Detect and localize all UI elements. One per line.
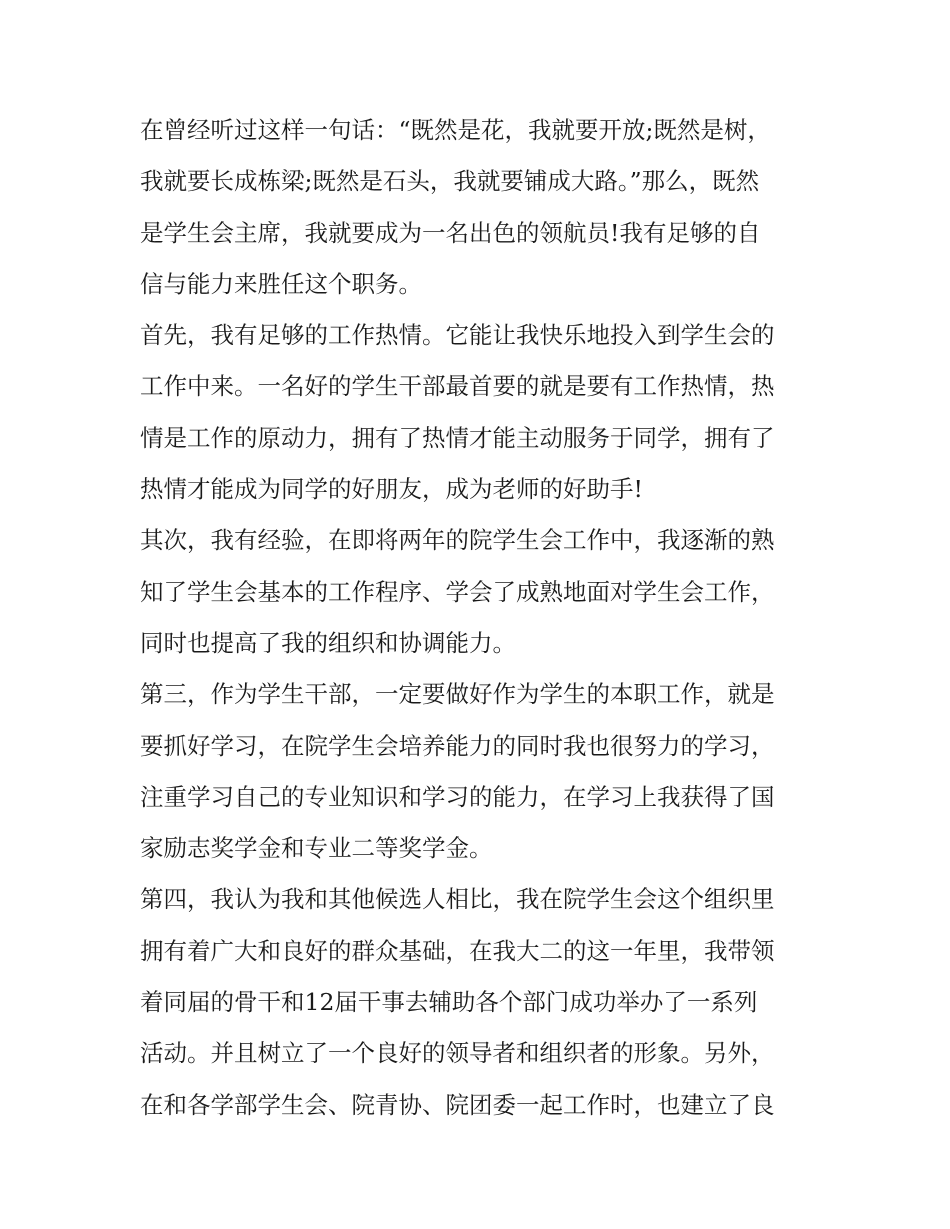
text-line-15: 家励志奖学金和专业二等奖学金。	[140, 834, 493, 863]
text-line-20: 在和各学部学生会、院青协、院团委一起工作时，也建立了良	[140, 1090, 775, 1119]
text-line-13: 要抓好学习，在院学生会培养能力的同时我也很努力的学习，	[140, 731, 775, 760]
text-line-1: 在曾经听过这样一句话：“既然是花，我就要开放;既然是树，	[140, 116, 771, 144]
text-line-12: 第三，作为学生干部，一定要做好作为学生的本职工作，就是	[140, 680, 775, 709]
body-text	[140, 105, 815, 1131]
text-line-11: 同时也提高了我的组织和协调能力。	[140, 628, 516, 657]
text-line-5: 首先，我有足够的工作热情。它能让我快乐地投入到学生会的	[140, 321, 775, 350]
text-line-10: 知了学生会基本的工作程序、学会了成熟地面对学生会工作，	[140, 577, 775, 606]
text-line-6: 工作中来。一名好的学生干部最首要的就是要有工作热情，热	[140, 372, 775, 401]
text-line-14: 注重学习自己的专业知识和学习的能力，在学习上我获得了国	[140, 782, 775, 811]
text-line-17: 拥有着广大和良好的群众基础，在我大二的这一年里，我带领	[140, 936, 775, 965]
text-line-9: 其次，我有经验，在即将两年的院学生会工作中，我逐渐的熟	[140, 526, 775, 555]
text-line-16: 第四，我认为我和其他候选人相比，我在院学生会这个组织里	[140, 885, 775, 914]
text-line-7: 情是工作的原动力，拥有了热情才能主动服务于同学，拥有了	[140, 423, 775, 452]
text-line-4: 信与能力来胜任这个职务。	[140, 269, 422, 298]
text-line-2: 我就要长成栋梁;既然是石头，我就要铺成大路。”那么，既然	[140, 167, 760, 196]
text-line-18: 着同届的骨干和12届干事去辅助各个部门成功举办了一系列	[140, 988, 758, 1017]
text-line-8: 热情才能成为同学的好朋友，成为老师的好助手!	[140, 475, 643, 504]
text-line-19: 活动。并且树立了一个良好的领导者和组织者的形象。另外，	[140, 1039, 775, 1068]
text-line-3: 是学生会主席，我就要成为一名出色的领航员!我有足够的自	[140, 218, 761, 247]
